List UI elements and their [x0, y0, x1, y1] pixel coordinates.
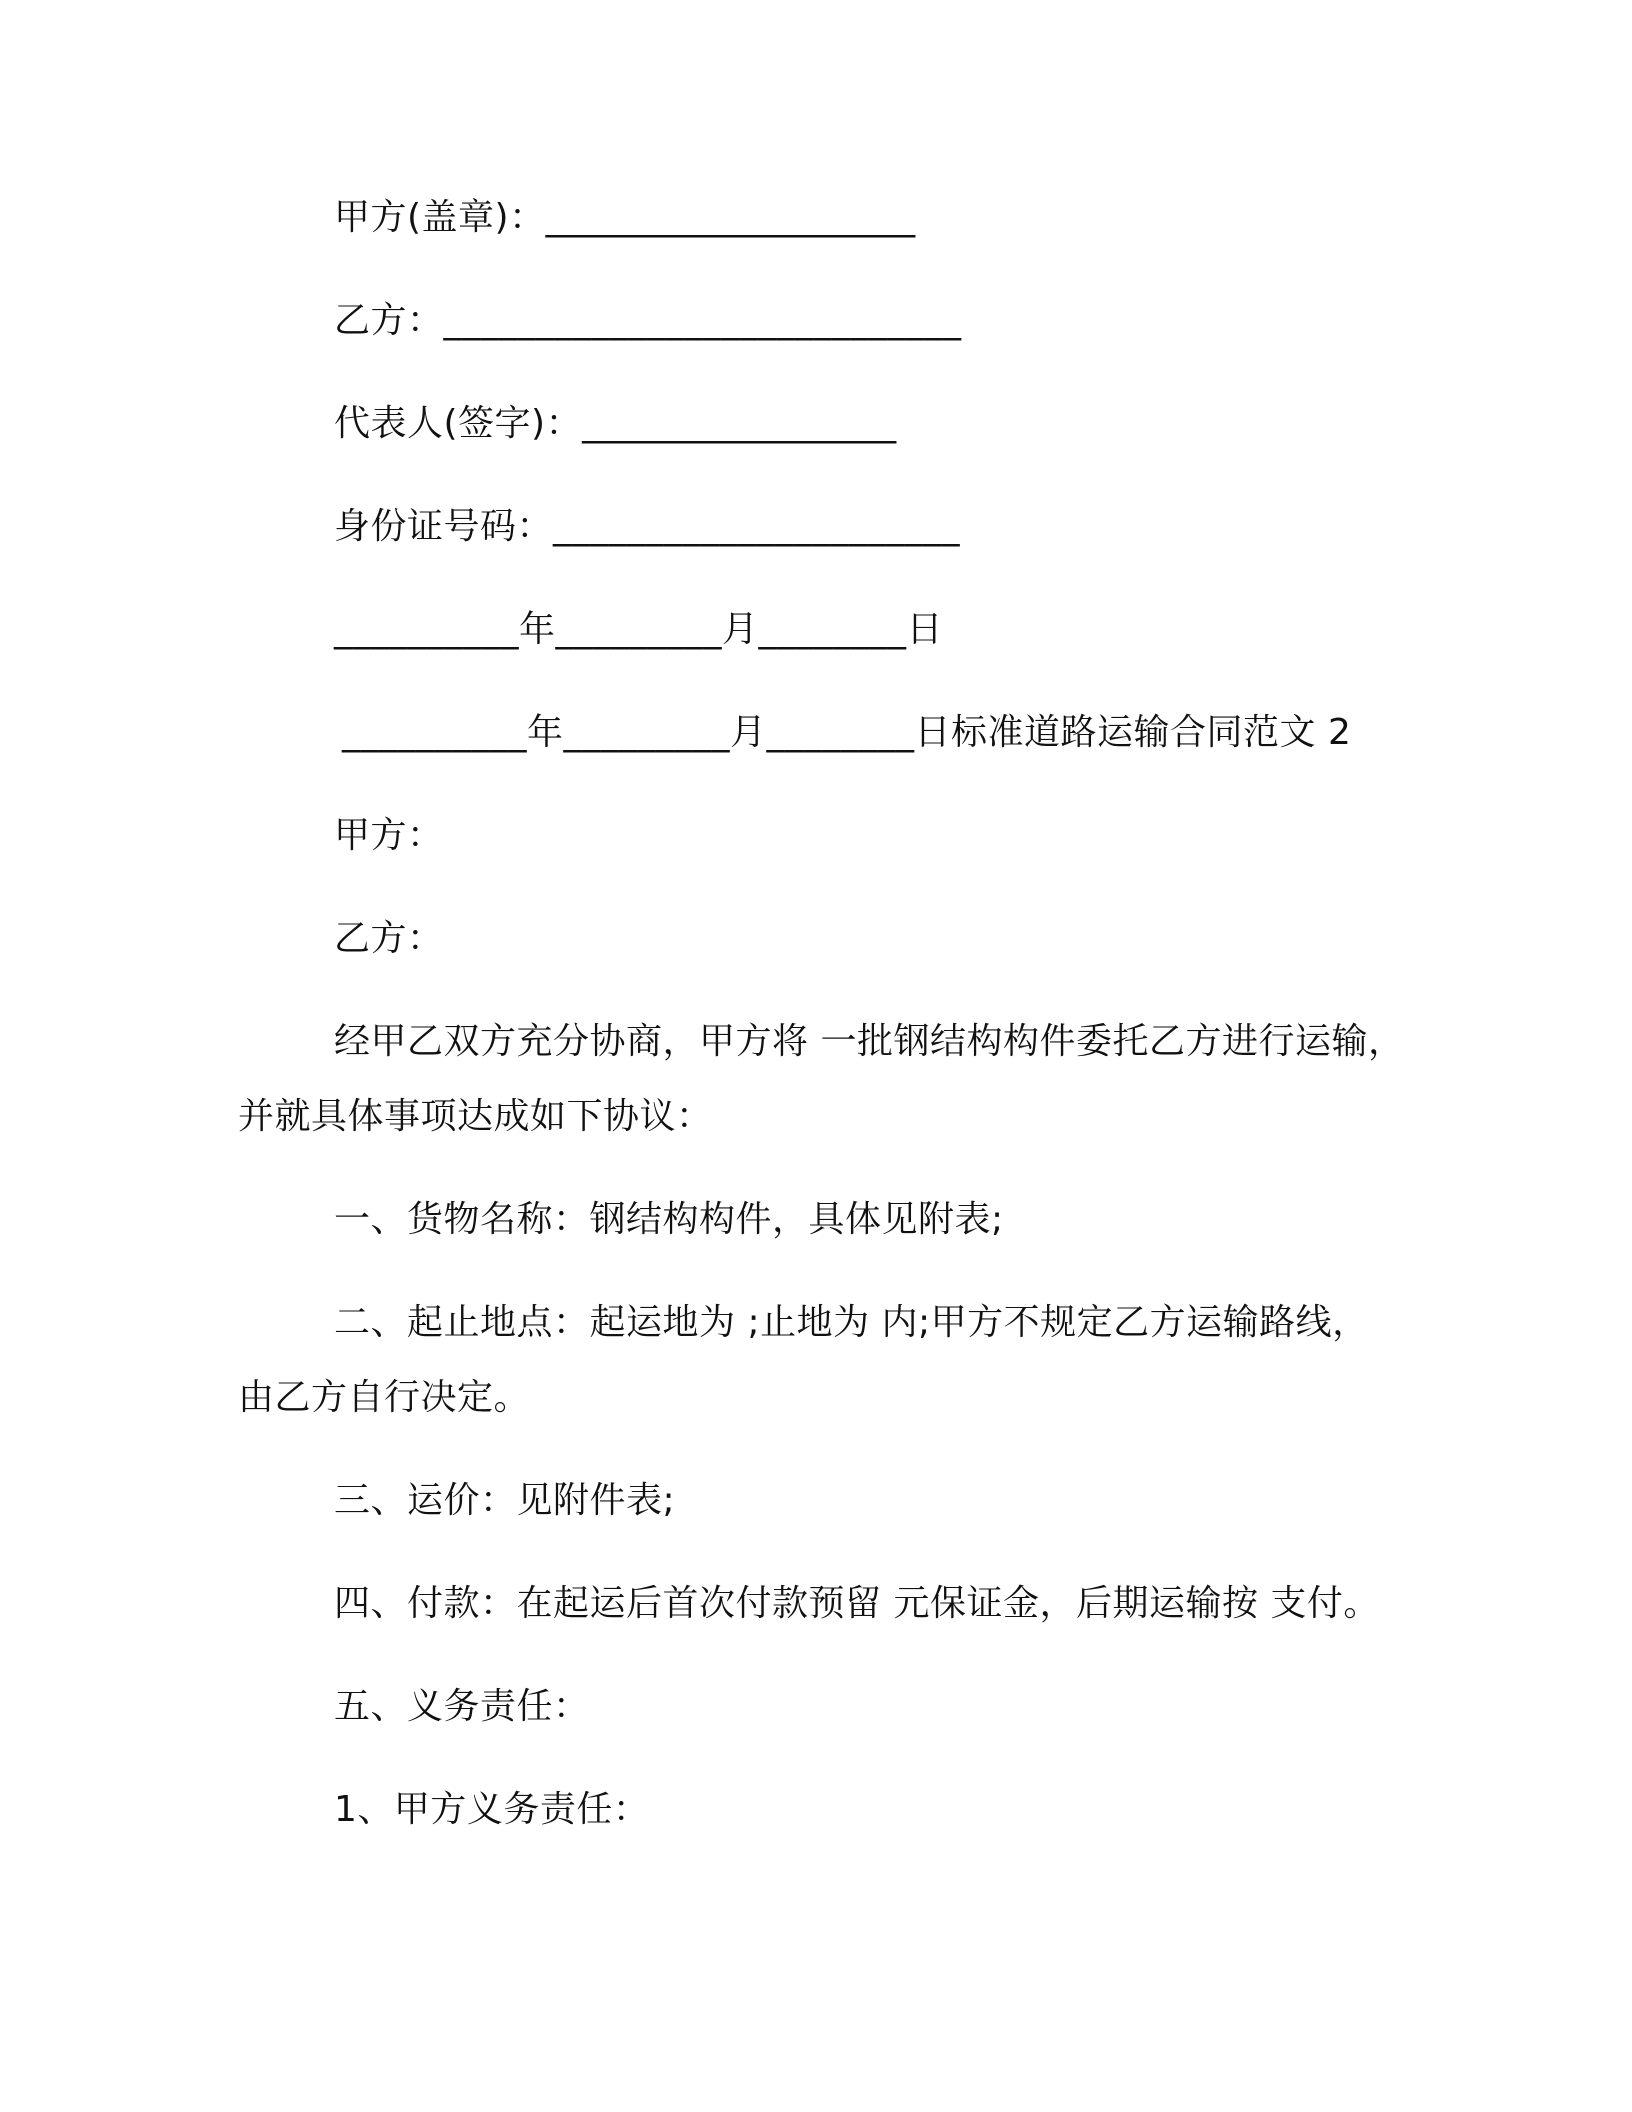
- clause-5-obligations: 五、义务责任：: [334, 1686, 590, 1727]
- date-and-title-line: __________年_________月________日标准道路运输合同范文 2: [342, 712, 1352, 753]
- date-line: __________年_________月________日: [334, 609, 943, 650]
- clause-4-payment: 四、付款：在起运后首次付款预留 元保证金，后期运输按 支付。: [334, 1583, 1380, 1624]
- party-a-label: 甲方：: [334, 815, 444, 856]
- clause-1-goods-name: 一、货物名称：钢结构构件，具体见附表;: [334, 1199, 1004, 1240]
- party-b-label: 乙方：: [334, 918, 444, 959]
- intro-paragraph-line-1: 经甲乙双方充分协商，甲方将 一批钢结构构件委托乙方进行运输，: [334, 1021, 1405, 1062]
- party-b-line: 乙方：____________________________: [334, 300, 962, 341]
- clause-2-route-line-2: 由乙方自行决定。: [238, 1377, 531, 1418]
- representative-signature-line: 代表人(签字)：_________________: [334, 403, 897, 444]
- clause-5-1-party-a-obligations: 1、甲方义务责任：: [334, 1789, 650, 1830]
- intro-paragraph-line-2: 并就具体事项达成如下协议：: [238, 1096, 713, 1137]
- party-a-seal-line: 甲方(盖章)：____________________: [334, 197, 916, 238]
- id-number-line: 身份证号码：______________________: [334, 506, 961, 547]
- clause-2-route-line-1: 二、起止地点：起运地为 ;止地为 内;甲方不规定乙方运输路线，: [334, 1302, 1369, 1343]
- clause-3-price: 三、运价：见附件表;: [334, 1480, 676, 1521]
